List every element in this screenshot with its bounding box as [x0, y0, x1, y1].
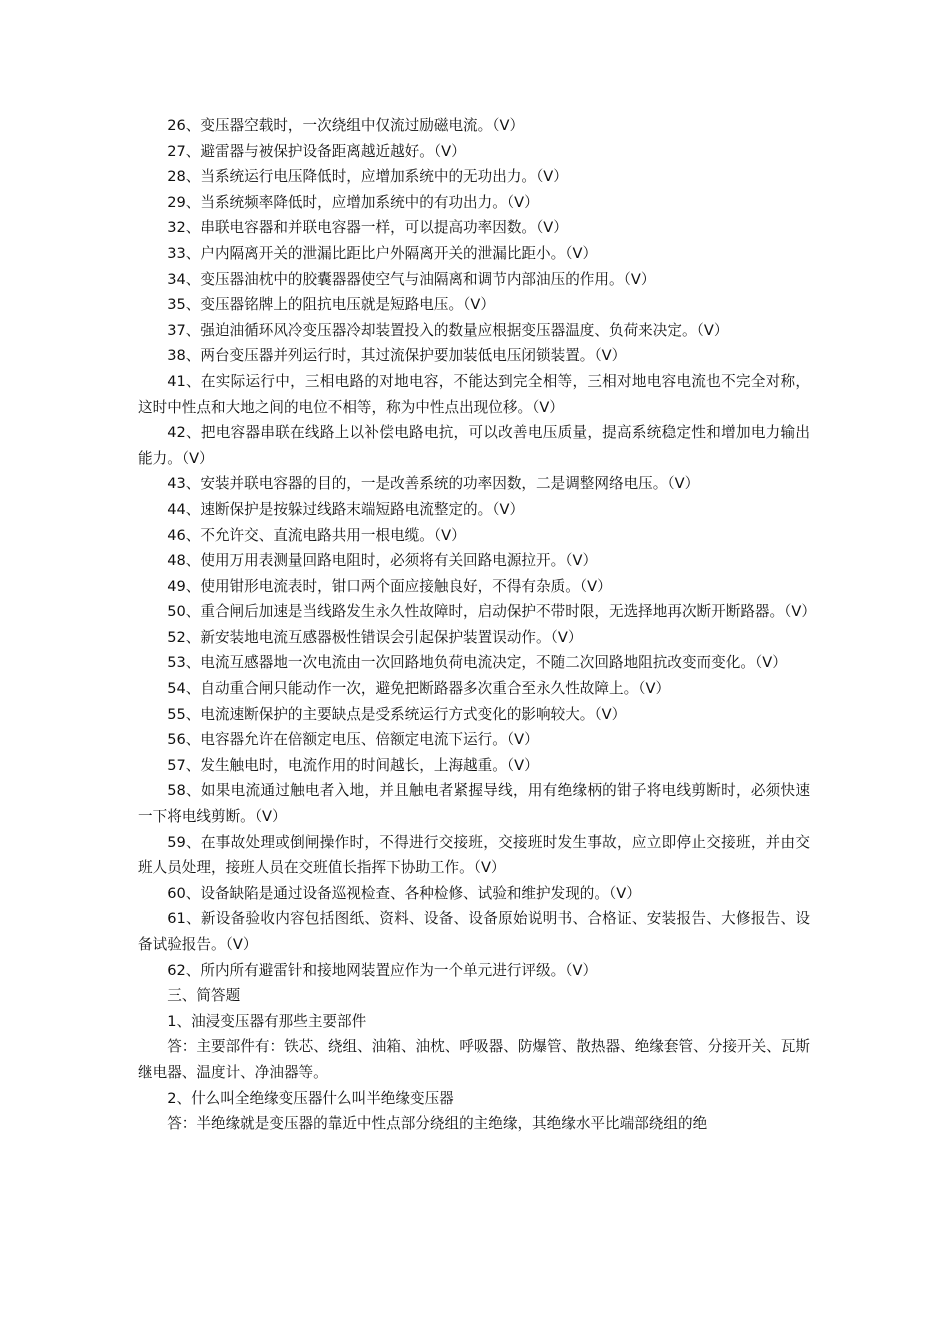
paragraph: 48、使用万用表测量回路电阻时，必须将有关回路电源拉开。（V） — [167, 552, 598, 570]
paragraph: 42、把电容器串联在线路上以补偿电路电抗，可以改善电压质量，提高系统稳定性和增加电力输出能力。（V） — [138, 424, 810, 467]
paragraph: 27、避雷器与被保护设备距离越近越好。（V） — [167, 142, 466, 160]
paragraph: 46、不允许交、直流电路共用一根电缆。（V） — [167, 526, 466, 544]
paragraph: 49、使用钳形电流表时，钳口两个面应接触良好，不得有杂质。（V） — [167, 577, 612, 595]
paragraph: 26、变压器空载时，一次绕组中仅流过励磁电流。（V） — [167, 117, 525, 134]
paragraph: 54、自动重合闸只能动作一次，避免把断路器多次重合至永久性故障上。（V） — [167, 680, 671, 698]
paragraph: 52、新安装地电流互感器极性错误会引起保护装置误动作。（V） — [167, 628, 583, 646]
paragraph: 53、电流互感器地一次电流由一次回路地负荷电流决定，不随二次回路地阻抗改变而变化。（V） — [167, 654, 787, 672]
paragraph: 答：主要部件有：铁芯、绕组、油箱、油枕、呼吸器、防爆管、散热器、绝缘套管、分接开关、瓦斯继电器、温度计、净油器等。 — [138, 1038, 810, 1081]
paragraph: 38、两台变压器并列运行时，其过流保护要加装低电压闭锁装置。（V） — [167, 347, 627, 365]
document-body — [138, 113, 816, 1137]
paragraph: 32、串联电容器和并联电容器一样，可以提高功率因数。（V） — [167, 219, 568, 237]
paragraph: 59、在事故处理或倒闸操作时，不得进行交接班，交接班时发生事故，应立即停止交接班，并由交班人员处理，接班人员在交班值长指挥下协助工作。（V） — [138, 833, 810, 877]
paragraph: 答：半绝缘就是变压器的靠近中性点部分绕组的主绝缘，其绝缘水平比端部绕组的绝 — [167, 1115, 708, 1133]
paragraph: 55、电流速断保护的主要缺点是受系统运行方式变化的影响较大。（V） — [167, 705, 627, 723]
paragraph: 35、变压器铭牌上的阻抗电压就是短路电压。（V） — [167, 296, 495, 314]
paragraph: 34、变压器油枕中的胶囊器器使空气与油隔离和调节内部油压的作用。（V） — [167, 270, 656, 288]
paragraph: 50、重合闸后加速是当线路发生永久性故障时，启动保护不带时限，无选择地再次断开断路器。（V） — [167, 603, 816, 621]
paragraph: 28、当系统运行电压降低时，应增加系统中的无功出力。（V） — [167, 168, 568, 186]
paragraph: 29、当系统频率降低时，应增加系统中的有功出力。（V） — [167, 193, 539, 211]
paragraph: 三、简答题 — [167, 987, 241, 1005]
paragraph: 56、电容器允许在倍额定电压、倍额定电流下运行。（V） — [167, 731, 539, 749]
paragraph: 58、如果电流通过触电者入地，并且触电者紧握导线，用有绝缘柄的钳子将电线剪断时，必须快速一下将电线剪断。（V） — [138, 782, 810, 826]
paragraph: 43、安装并联电容器的目的，一是改善系统的功率因数，二是调整网络电压。（V） — [167, 475, 700, 493]
paragraph: 2、什么叫全绝缘变压器什么叫半绝缘变压器 — [167, 1089, 454, 1107]
paragraph: 61、新设备验收内容包括图纸、资料、设备、设备原始说明书、合格证、安装报告、大修报告、设备试验报告。（V） — [138, 910, 810, 953]
paragraph: 62、所内所有避雷针和接地网装置应作为一个单元进行评级。（V） — [167, 961, 598, 979]
paragraph: 60、设备缺陷是通过设备巡视检查、各种检修、试验和维护发现的。（V） — [167, 884, 641, 902]
paragraph: 57、发生触电时，电流作用的时间越长，上海越重。（V） — [167, 756, 539, 774]
paragraph: 41、在实际运行中，三相电路的对地电容，不能达到完全相等，三相对地电容电流也不完全对称，这时中性点和大地之间的电位不相等，称为中性点出现位移。（V） — [138, 372, 810, 416]
paragraph: 37、强迫油循环风冷变压器冷却装置投入的数量应根据变压器温度、负荷来决定。（V） — [167, 321, 729, 339]
paragraph: 33、户内隔离开关的泄漏比距比户外隔离开关的泄漏比距小。（V） — [167, 244, 598, 262]
paragraph: 1、油浸变压器有那些主要部件 — [167, 1012, 367, 1030]
paragraph: 44、速断保护是按躲过线路末端短路电流整定的。（V） — [167, 500, 525, 518]
